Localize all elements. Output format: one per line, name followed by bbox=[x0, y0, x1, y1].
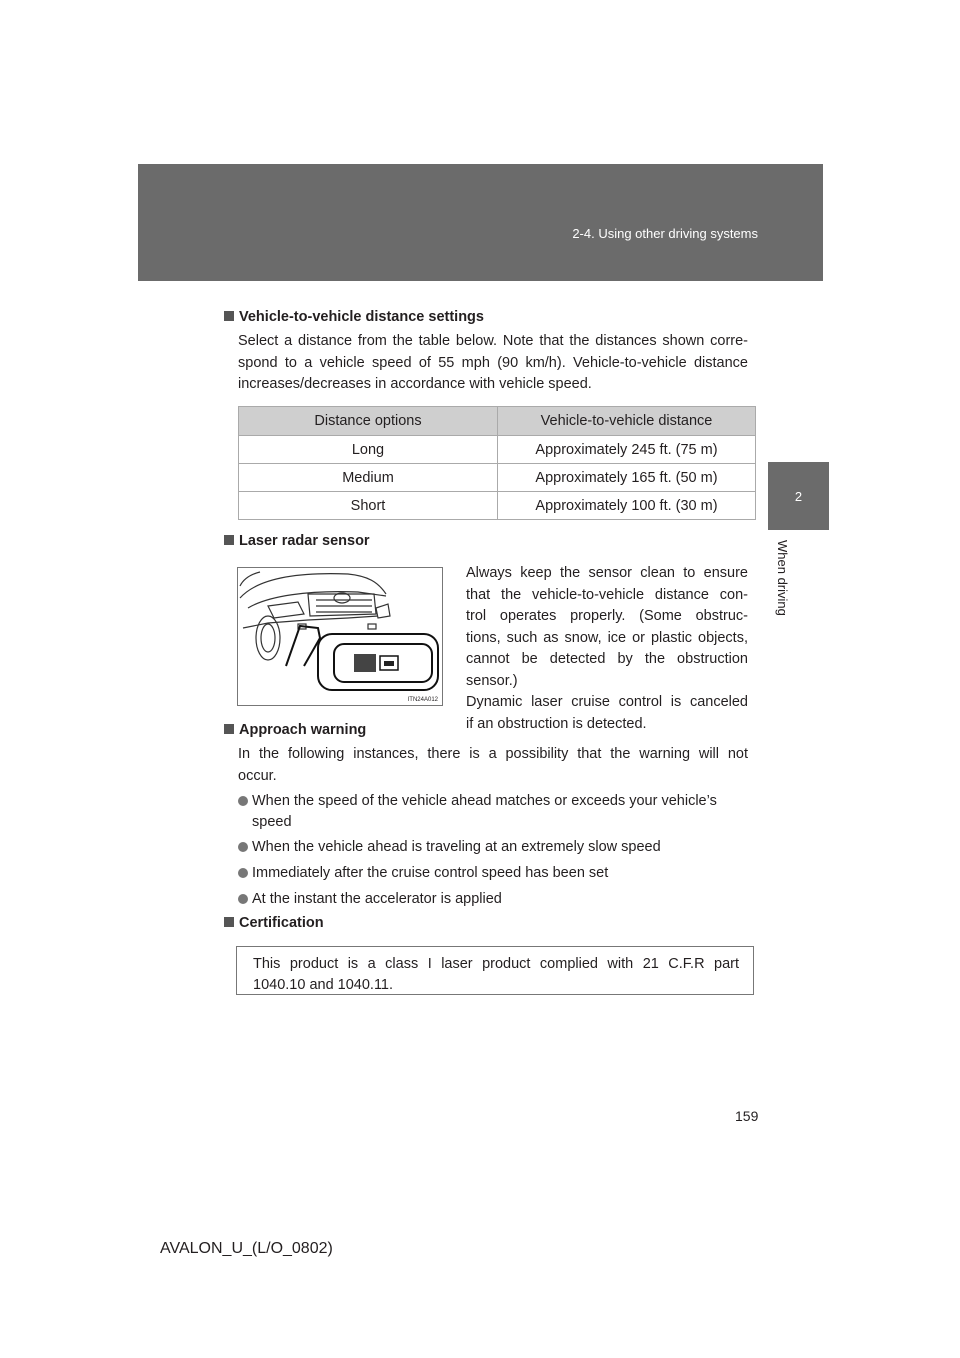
list-item: When the speed of the vehicle ahead matches or exceeds your vehicle’s bbox=[238, 791, 748, 813]
certification-heading: Certification bbox=[224, 915, 324, 931]
laser-heading: Laser radar sensor bbox=[224, 533, 370, 549]
list-item: At the instant the accelerator is applied bbox=[238, 889, 748, 911]
list-item-continued: speed bbox=[252, 814, 292, 830]
table-row bbox=[239, 436, 756, 464]
list-item: Immediately after the cruise control speed has been set bbox=[238, 863, 748, 885]
distance-heading: Vehicle-to-vehicle distance settings bbox=[224, 309, 484, 325]
chapter-number: 2 bbox=[794, 488, 803, 504]
header-band bbox=[138, 164, 823, 281]
table-cell: Long bbox=[239, 436, 498, 464]
distance-paragraph: Select a distance from the table below. Note that the distances shown corre- spond to a vehicle speed of 55 mph (90 km/h). Vehicle-to-vehicle distance increases/decreases in accordance with vehicle speed. bbox=[238, 333, 748, 392]
bullet-dot-icon bbox=[238, 842, 248, 852]
table-cell: Medium bbox=[239, 464, 498, 492]
bullet-dot-icon bbox=[238, 868, 248, 878]
approach-paragraph: In the following instances, there is a possibility that the warning will not occur. bbox=[238, 746, 748, 784]
bullet-dot-icon bbox=[238, 796, 248, 806]
list-item: When the vehicle ahead is traveling at an extremely slow speed bbox=[238, 837, 748, 859]
table-row bbox=[239, 492, 756, 520]
square-bullet-icon bbox=[224, 535, 234, 545]
table-cell: Approximately 165 ft. (50 m) bbox=[498, 464, 756, 492]
laser-paragraph: Always keep the sensor clean to ensure that the vehicle-to-vehicle distance con- trol operates properly. (Some obstruc- tions, such as snow, ice or plastic objects, cannot be detected by the obstruction sensor.) Dynamic laser cruise control is canceled if an obstruction is detected. bbox=[466, 565, 748, 732]
footer-code: AVALON_U_(L/O_0802) bbox=[160, 1240, 333, 1257]
sensor-illustration bbox=[237, 567, 443, 706]
table-header-cell: Distance options bbox=[239, 407, 498, 436]
certification-box: This product is a class I laser product complied with 21 C.F.R part 1040.10 and 1040.11. bbox=[236, 946, 754, 995]
table-header-cell: Vehicle-to-vehicle distance bbox=[498, 407, 756, 436]
bullet-dot-icon bbox=[238, 894, 248, 904]
distance-table bbox=[238, 406, 756, 520]
page-number: 159 bbox=[735, 1108, 759, 1124]
car-front-sensor-icon bbox=[238, 568, 442, 705]
table-cell: Approximately 100 ft. (30 m) bbox=[498, 492, 756, 520]
table-row bbox=[239, 464, 756, 492]
figure-code: ITN24A012 bbox=[407, 697, 438, 703]
square-bullet-icon bbox=[224, 917, 234, 927]
approach-heading: Approach warning bbox=[224, 722, 366, 738]
chapter-label: When driving bbox=[775, 540, 790, 616]
table-cell: Approximately 245 ft. (75 m) bbox=[498, 436, 756, 464]
square-bullet-icon bbox=[224, 311, 234, 321]
chapter-tab bbox=[768, 462, 829, 530]
section-title: 2-4. Using other driving systems bbox=[572, 226, 758, 241]
table-header-row bbox=[239, 407, 756, 436]
table-cell: Short bbox=[239, 492, 498, 520]
square-bullet-icon bbox=[224, 724, 234, 734]
